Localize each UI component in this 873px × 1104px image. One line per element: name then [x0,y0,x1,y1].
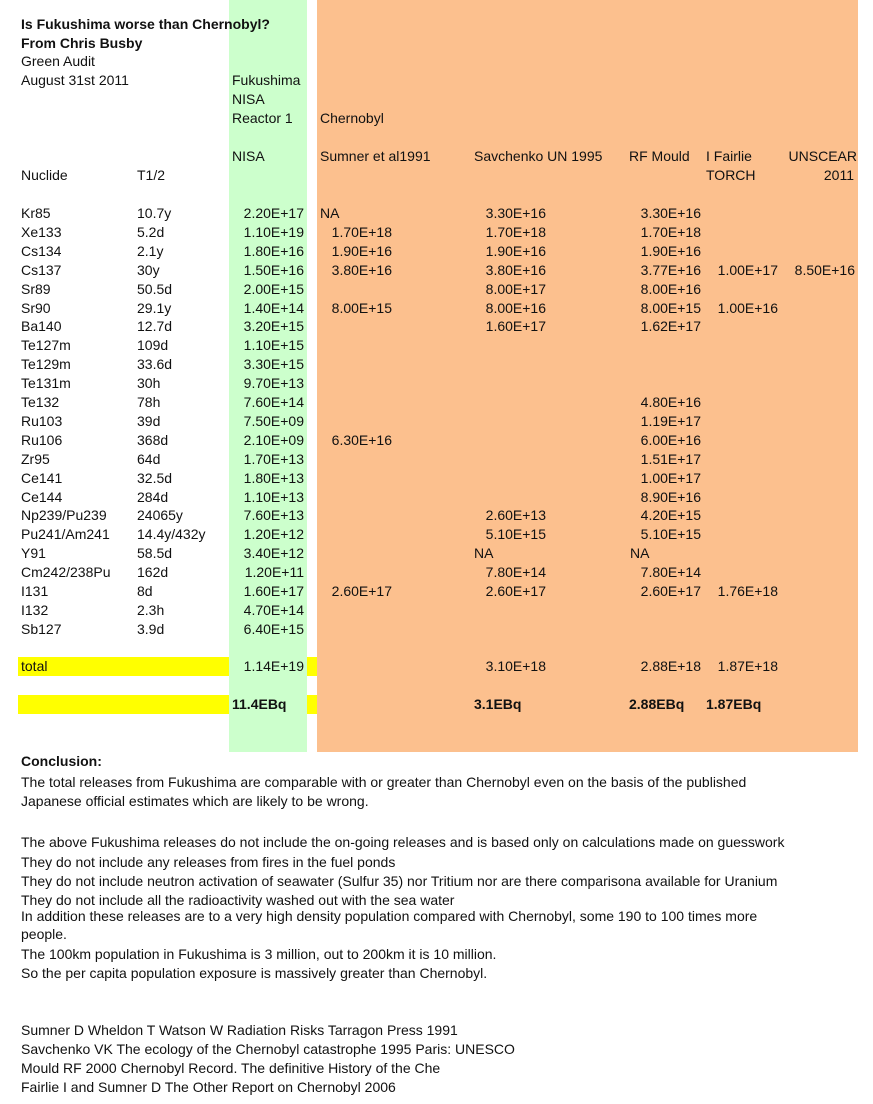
cell-nisa: 1.10E+13 [243,489,304,505]
cell-savchenko: 1.60E+17 [485,318,546,334]
cell-savchenko: 3.30E+16 [485,205,546,221]
ebq-highlight-right [307,695,317,714]
cell-sumner: 1.90E+16 [331,243,392,259]
cell-nuclide: Zr95 [21,451,50,467]
total-label: total [21,658,48,674]
col-header-sumner: Sumner et al1991 [320,148,431,164]
total-highlight [18,657,229,676]
cell-halflife: 2.1y [137,243,164,259]
cell-mould: 1.19E+17 [640,413,701,429]
cell-nuclide: Ru103 [21,413,63,429]
chernobyl-band [317,0,858,752]
ebq-fairlie: 1.87EBq [706,696,762,712]
total-fairlie: 1.87E+18 [717,658,778,674]
cell-halflife: 10.7y [137,205,172,221]
total-savchenko: 3.10E+18 [485,658,546,674]
col-header-unscear: UNSCEAR [788,148,857,164]
note-line: The total releases from Fukushima are comparable with or greater than Chernobyl even on the basis of the published [21,774,747,790]
col-header-mould: RF Mould [629,148,690,164]
cell-halflife: 58.5d [137,545,173,561]
cell-fairlie: 1.00E+16 [717,300,778,316]
cell-halflife: 368d [137,432,169,448]
cell-savchenko: 8.00E+16 [485,300,546,316]
cell-savchenko: NA [474,545,494,561]
reference-line: Mould RF 2000 Chernobyl Record. The definitive History of the Che [21,1060,441,1076]
ebq-mould: 2.88EBq [629,696,685,712]
cell-savchenko: 2.60E+17 [485,583,546,599]
ebq-savchenko: 3.1EBq [474,696,522,712]
cell-halflife: 64d [137,451,161,467]
cell-halflife: 30h [137,375,161,391]
cell-nisa: 1.50E+16 [243,262,304,278]
col-header-unscear-year: 2011 [823,167,854,183]
reference-line: Sumner D Wheldon T Watson W Radiation Risks Tarragon Press 1991 [21,1022,458,1038]
cell-mould: 1.70E+18 [640,224,701,240]
reference-line: Fairlie I and Sumner D The Other Report on Chernobyl 2006 [21,1079,396,1095]
cell-halflife: 162d [137,564,169,580]
cell-nuclide: Ce144 [21,489,63,505]
cell-nuclide: Te131m [21,375,71,391]
cell-savchenko: 1.90E+16 [485,243,546,259]
cell-mould: 1.90E+16 [640,243,701,259]
ebq-nisa: 11.4EBq [232,696,287,712]
col-header-nuclide: Nuclide [21,167,68,183]
cell-halflife: 30y [137,262,160,278]
cell-savchenko: 8.00E+17 [485,281,546,297]
cell-mould: 1.51E+17 [640,451,701,467]
cell-halflife: 109d [137,337,169,353]
cell-savchenko: 2.60E+13 [485,507,546,523]
ebq-highlight [18,695,229,714]
cell-halflife: 8d [137,583,153,599]
cell-nisa: 1.10E+15 [243,337,304,353]
cell-mould: 4.80E+16 [640,394,701,410]
cell-halflife: 14.4y/432y [137,526,206,542]
cell-nisa: 4.70E+14 [243,602,304,618]
cell-nuclide: I131 [21,583,49,599]
cell-sumner: NA [320,205,340,221]
cell-nisa: 6.40E+15 [243,621,304,637]
cell-mould: NA [630,545,650,561]
total-nisa: 1.14E+19 [243,658,304,674]
cell-nuclide: Sb127 [21,621,62,637]
cell-nisa: 7.50E+09 [243,413,304,429]
cell-nisa: 9.70E+13 [243,375,304,391]
col-header-fairlie-torch: TORCH [706,167,756,183]
cell-nuclide: Sr89 [21,281,51,297]
cell-nuclide: Te127m [21,337,71,353]
cell-nisa: 3.40E+12 [243,545,304,561]
note-line: They do not include all the radioactivity washed out with the sea water [21,892,455,908]
cell-halflife: 29.1y [137,300,172,316]
cell-savchenko: 3.80E+16 [485,262,546,278]
cell-nuclide: Ba140 [21,318,62,334]
cell-nisa: 1.10E+19 [243,224,304,240]
author-line: From Chris Busby [21,35,143,51]
col-header-savchenko: Savchenko UN 1995 [474,148,603,164]
cell-nisa: 1.70E+13 [243,451,304,467]
header-chernobyl: Chernobyl [320,110,384,126]
cell-nisa: 1.80E+13 [243,470,304,486]
note-line: So the per capita population exposure is massively greater than Chernobyl. [21,965,488,981]
note-line: In addition these releases are to a very high density population compared with Chernobyl, some 190 to 100 times more [21,908,758,924]
note-line: They do not include neutron activation of seawater (Sulfur 35) nor Tritium nor are there comparisona available for Uranium [21,873,778,889]
cell-halflife: 12.7d [137,318,173,334]
cell-mould: 3.77E+16 [640,262,701,278]
cell-nuclide: Te129m [21,356,71,372]
cell-nisa: 1.20E+12 [243,526,304,542]
cell-nuclide: I132 [21,602,49,618]
cell-nuclide: Ru106 [21,432,63,448]
org-line: Green Audit [21,53,95,69]
cell-mould: 6.00E+16 [640,432,701,448]
cell-savchenko: 5.10E+15 [485,526,546,542]
cell-nisa: 7.60E+14 [243,394,304,410]
cell-nuclide: Ce141 [21,470,63,486]
note-line: The 100km population in Fukushima is 3 million, out to 200km it is 10 million. [21,946,497,962]
cell-nisa: 1.20E+11 [244,564,304,580]
cell-mould: 2.60E+17 [640,583,701,599]
cell-nuclide: Np239/Pu239 [21,507,107,523]
col-header-nisa: NISA [232,148,265,164]
cell-sumner: 1.70E+18 [331,224,392,240]
cell-fairlie: 1.00E+17 [717,262,778,278]
cell-sumner: 2.60E+17 [331,583,392,599]
cell-mould: 7.80E+14 [640,564,701,580]
cell-halflife: 32.5d [137,470,173,486]
col-header-halflife: T1/2 [137,167,166,183]
cell-mould: 1.62E+17 [640,318,701,334]
cell-halflife: 78h [137,394,161,410]
cell-mould: 3.30E+16 [640,205,701,221]
cell-mould: 1.00E+17 [640,470,701,486]
cell-nisa: 1.60E+17 [243,583,304,599]
cell-halflife: 33.6d [137,356,173,372]
cell-sumner: 6.30E+16 [331,432,392,448]
cell-sumner: 3.80E+16 [331,262,392,278]
cell-nisa: 2.00E+15 [243,281,304,297]
cell-unscear: 8.50E+16 [794,262,855,278]
cell-nuclide: Pu241/Am241 [21,526,110,542]
page-title: Is Fukushima worse than Chernobyl? [21,16,270,32]
cell-mould: 4.20E+15 [640,507,701,523]
cell-sumner: 8.00E+15 [331,300,392,316]
cell-halflife: 50.5d [137,281,173,297]
cell-halflife: 3.9d [137,621,165,637]
reference-line: Savchenko VK The ecology of the Chernobyl catastrophe 1995 Paris: UNESCO [21,1041,515,1057]
cell-halflife: 284d [137,489,169,505]
cell-savchenko: 1.70E+18 [485,224,546,240]
cell-nisa: 3.20E+15 [243,318,304,334]
cell-fairlie: 1.76E+18 [717,583,778,599]
header-fukushima-nisa: NISA [232,91,265,107]
conclusion-heading: Conclusion: [21,753,102,769]
cell-nuclide: Kr85 [21,205,51,221]
cell-nuclide: Te132 [21,394,60,410]
cell-nuclide: Xe133 [21,224,62,240]
note-line: people. [21,926,67,942]
total-highlight-right [307,657,317,676]
header-fukushima: Fukushima [232,72,301,88]
cell-nuclide: Y91 [21,545,46,561]
cell-nuclide: Sr90 [21,300,51,316]
cell-nisa: 3.30E+15 [243,356,304,372]
total-mould: 2.88E+18 [640,658,701,674]
cell-nisa: 1.40E+14 [243,300,304,316]
note-line: They do not include any releases from fires in the fuel ponds [21,854,396,870]
note-line: The above Fukushima releases do not include the on-going releases and is based only on calculations made on guesswork [21,834,785,850]
cell-halflife: 39d [137,413,161,429]
cell-halflife: 2.3h [137,602,165,618]
cell-nuclide: Cs137 [21,262,62,278]
col-header-fairlie: I Fairlie [706,148,752,164]
cell-nisa: 7.60E+13 [243,507,304,523]
cell-mould: 8.00E+16 [640,281,701,297]
cell-halflife: 5.2d [137,224,165,240]
cell-halflife: 24065y [137,507,183,523]
cell-nisa: 2.20E+17 [243,205,304,221]
cell-mould: 8.00E+15 [640,300,701,316]
cell-mould: 8.90E+16 [640,489,701,505]
date-line: August 31st 2011 [21,72,129,88]
header-fukushima-reactor: Reactor 1 [232,110,293,126]
cell-nuclide: Cm242/238Pu [21,564,111,580]
note-line: Japanese official estimates which are likely to be wrong. [21,793,369,809]
cell-nuclide: Cs134 [21,243,62,259]
cell-nisa: 1.80E+16 [243,243,304,259]
cell-mould: 5.10E+15 [640,526,701,542]
cell-nisa: 2.10E+09 [243,432,304,448]
cell-savchenko: 7.80E+14 [485,564,546,580]
